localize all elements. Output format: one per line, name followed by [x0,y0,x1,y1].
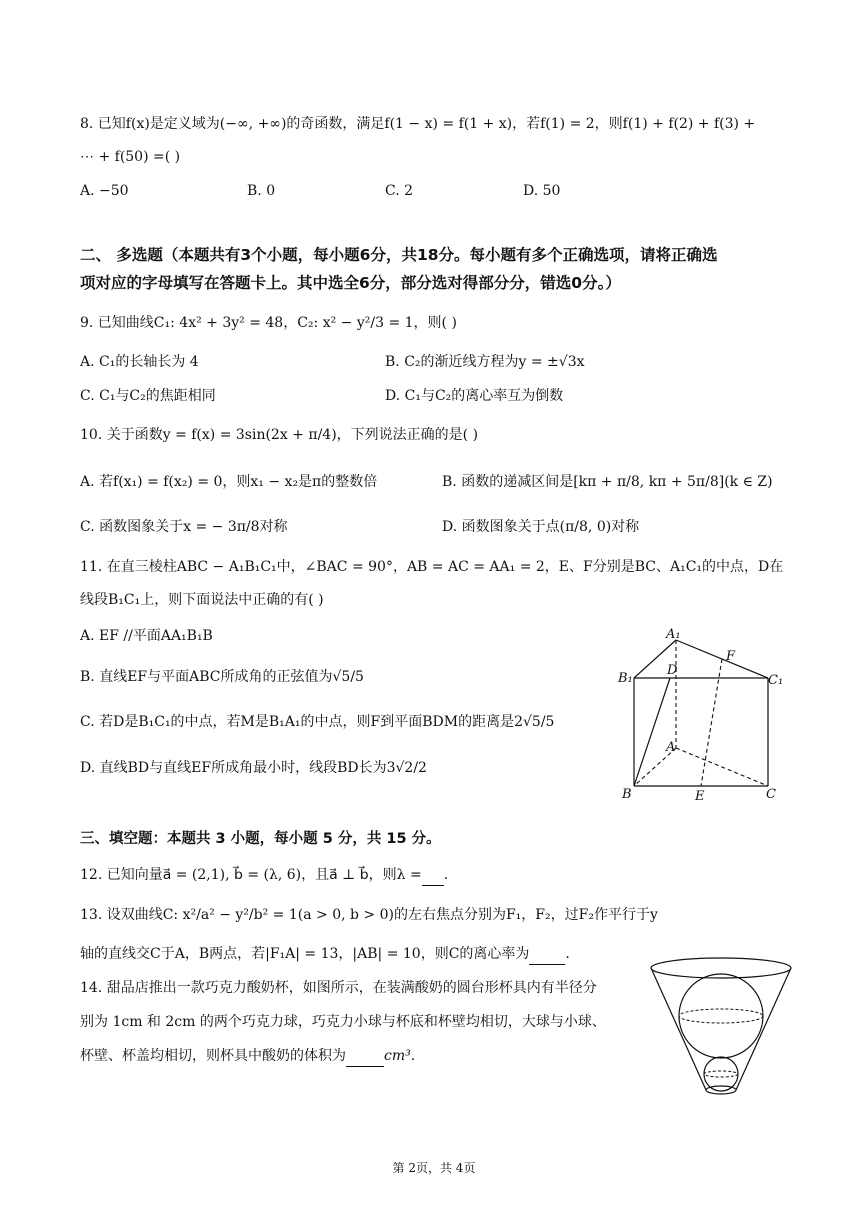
q12-answer-blank[interactable] [422,865,444,886]
q12-text: 12. 已知向量a⃗ = (2,1), b⃗ = (λ, 6)，且a⃗ ⊥ b⃗，则λ = [80,867,422,883]
q11-stem-line2: 线段B₁C₁上，则下面说法中正确的有( ) [80,592,324,608]
label-b: B [622,787,632,802]
q14-text: 杯壁、杯盖均相切，则杯具中酸奶的体积为 [80,1048,346,1064]
q12-stem [80,865,448,886]
q11-option-c: C. 若D是B₁C₁的中点，若M是B₁A₁的中点，则F到平面BDM的距离是2√5/5 [80,714,555,730]
q13-text: 轴的直线交C于A，B两点，若|F₁A| = 13，|AB| = 10，则C的离心率为 [80,946,530,962]
q14-stem-line3 [80,1046,415,1067]
q10-stem: 10. 关于函数y = f(x) = 3sin(2x + π/4)，下列说法正确的是( ) [80,427,479,443]
q10-option-c: C. 函数图象关于x = − 3π/8对称 [80,519,288,535]
q8-option-a: A. −50 [80,183,129,199]
q13-answer-blank[interactable] [529,944,565,965]
q14-answer-blank[interactable] [346,1046,384,1067]
label-e: E [695,789,705,804]
label-b1: B₁ [618,671,633,686]
q11-option-b: B. 直线EF与平面ABC所成角的正弦值为√5/5 [80,669,364,685]
q8-option-b: B. 0 [247,183,276,199]
label-c: C [766,787,776,802]
q14-unit: cm³. [384,1048,416,1064]
q9-option-d: D. C₁与C₂的离心率互为倒数 [385,388,564,404]
label-a: A [666,740,676,755]
label-d: D [667,663,678,678]
q14-stem-line1: 14. 甜品店推出一款巧克力酸奶杯，如图所示，在装满酸奶的圆台形杯具内有半径分 [80,980,597,996]
q13-period: . [565,946,570,962]
q9-option-a: A. C₁的长轴长为 4 [80,354,199,370]
q9-option-b: B. C₂的渐近线方程为y = ±√3x [385,354,585,370]
q9-option-c: C. C₁与C₂的焦距相同 [80,388,216,404]
label-c1: C₁ [768,673,784,688]
q10-option-d: D. 函数图象关于点(π/8, 0)对称 [442,519,640,535]
q8-option-c: C. 2 [385,183,414,199]
q11-option-d: D. 直线BD与直线EF所成角最小时，线段BD长为3√2/2 [80,760,427,776]
q11-option-a: A. EF //平面AA₁B₁B [80,628,213,644]
q13-stem-line1: 13. 设双曲线C: x²/a² − y²/b² = 1(a > 0, b > 0)的左右焦点分别为F₁，F₂，过F₂作平行于y [80,907,658,923]
q8-stem-line1: 8. 已知f(x)是定义域为(−∞, +∞)的奇函数，满足f(1 − x) = f(1 + x)，若f(1) = 2，则f(1) + f(2) + f(3) + [80,116,756,132]
prism-figure [610,620,790,810]
cup-figure [648,952,794,1100]
label-a1: A₁ [666,627,681,642]
section2-heading-line1: 二、 多选题（本题共有3个小题，每小题6分，共18分。每小题有多个正确选项，请将正确选 [80,246,718,264]
q9-stem: 9. 已知曲线C₁: 4x² + 3y² = 48，C₂: x² − y²/3 = 1，则( ) [80,315,457,331]
section3-heading: 三、填空题：本题共 3 小题，每小题 5 分，共 15 分。 [80,831,441,847]
q13-stem-line2 [80,944,570,965]
q8-option-d: D. 50 [523,183,561,199]
q12-period: . [443,867,449,883]
page-footer: 第 2页，共 4页 [392,1161,476,1175]
label-f: F [726,649,736,664]
q8-stem-line2: ⋯ + f(50) =( ) [80,149,181,165]
q10-option-b: B. 函数的递减区间是[kπ + π/8, kπ + 5π/8](k ∈ Z) [442,474,773,490]
section2-heading-line2: 项对应的字母填写在答题卡上。其中选全6分，部分选对得部分分，错选0分。） [80,274,621,292]
q14-stem-line2: 别为 1cm 和 2cm 的两个巧克力球，巧克力小球与杯底和杯壁均相切，大球与小球、 [80,1014,606,1030]
q11-stem-line1: 11. 在直三棱柱ABC − A₁B₁C₁中，∠BAC = 90°，AB = AC = AA₁ = 2，E、F分别是BC、A₁C₁的中点，D在 [80,559,784,575]
q10-option-a: A. 若f(x₁) = f(x₂) = 0，则x₁ − x₂是π的整数倍 [80,474,378,490]
